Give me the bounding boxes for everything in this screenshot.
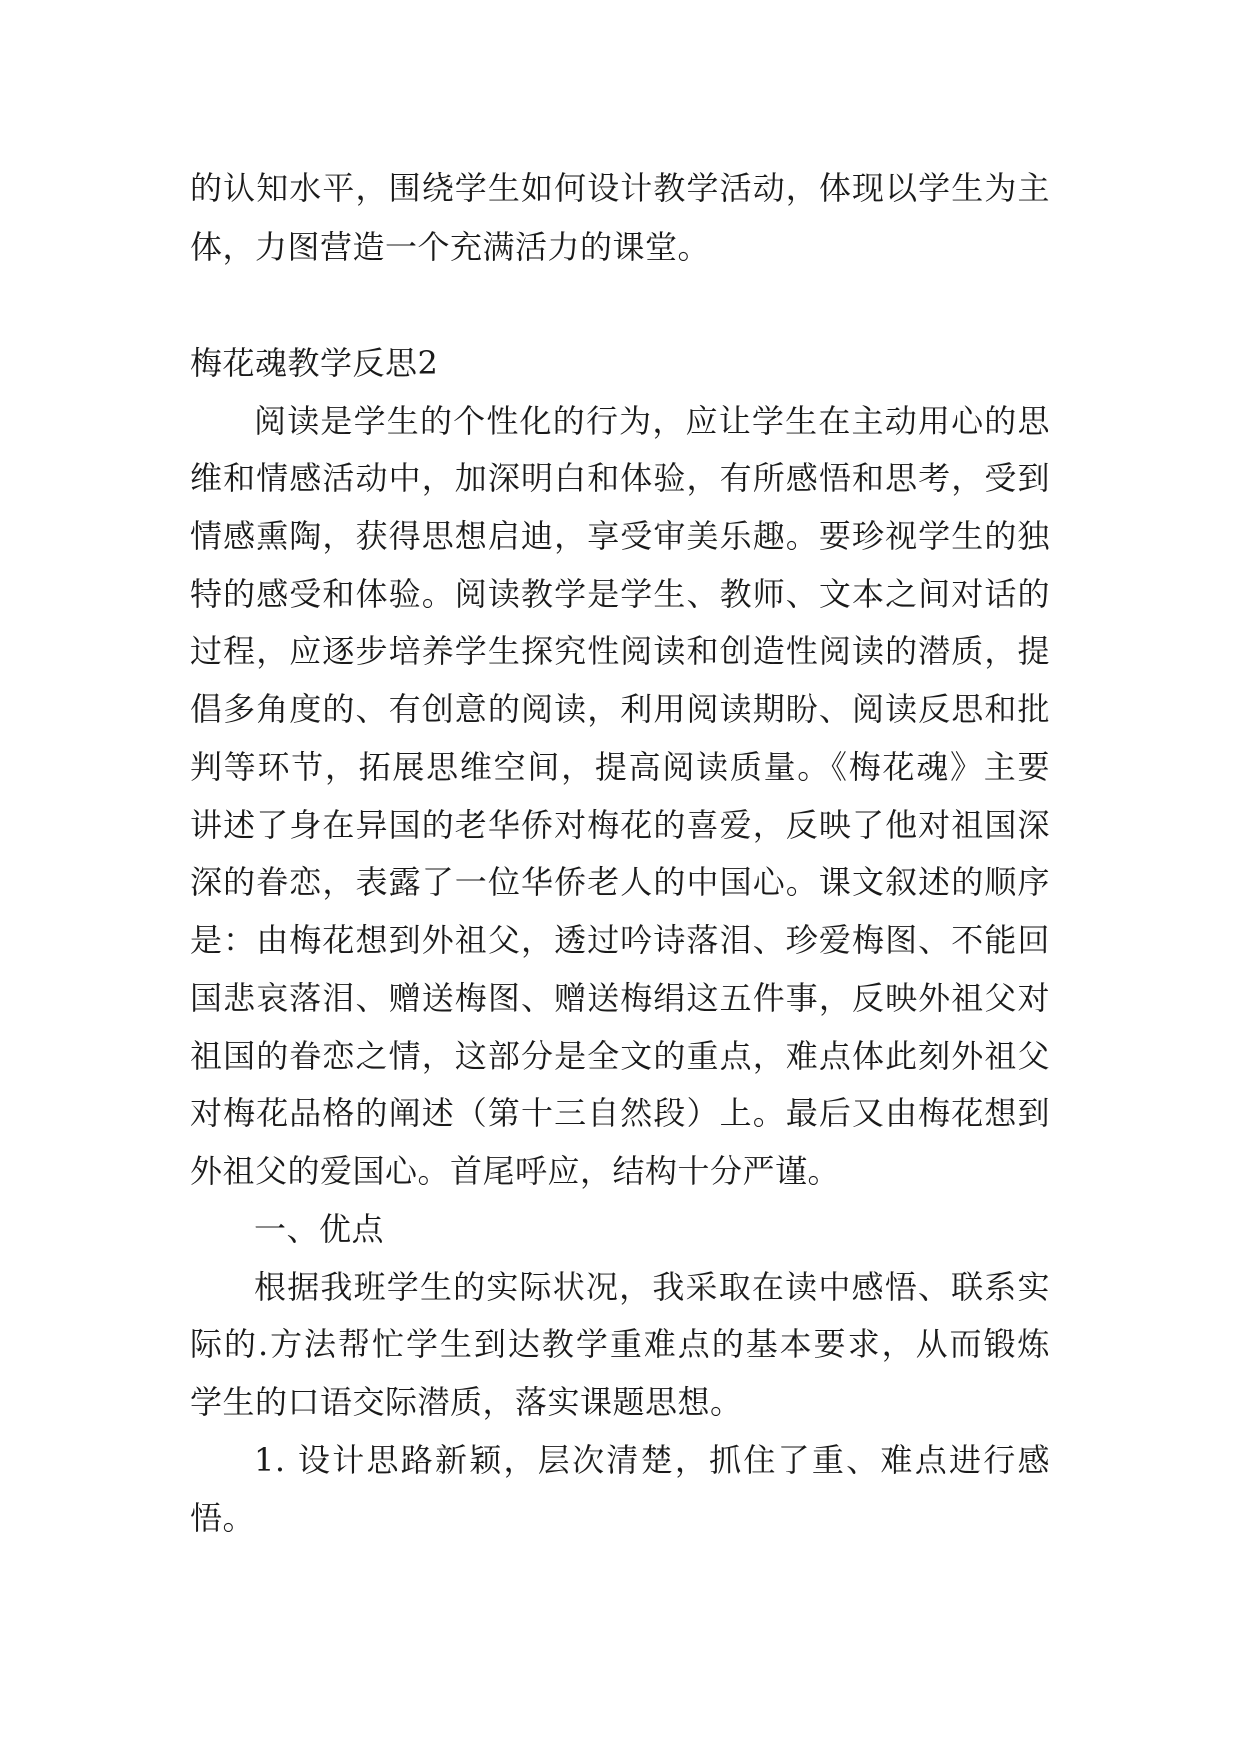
body-text-line: 情感熏陶，获得思想启迪，享受审美乐趣。要珍视学生的独 [190, 517, 1050, 555]
body-text-line: 特的感受和体验。阅读教学是学生、教师、文本之间对话的 [190, 575, 1050, 613]
body-text-line: 对梅花品格的阐述（第十三自然段）上。最后又由梅花想到 [190, 1094, 1050, 1132]
list-item-text: 悟。 [190, 1499, 256, 1537]
body-text-line: 体，力图营造一个充满活力的课堂。 [190, 228, 711, 266]
body-text-line: 判等环节，拓展思维空间，提高阅读质量。《梅花魂》主要 [190, 748, 1050, 786]
body-text-line: 深的眷恋，表露了一位华侨老人的中国心。课文叙述的顺序 [190, 863, 1050, 901]
body-text-line: 是：由梅花想到外祖父，透过吟诗落泪、珍爱梅图、不能回 [190, 921, 1050, 959]
body-text-line: 倡多角度的、有创意的阅读，利用阅读期盼、阅读反思和批 [190, 690, 1050, 728]
section-title: 梅花魂教学反思2 [190, 344, 439, 382]
body-text-line: 根据我班学生的实际状况，我采取在读中感悟、联系实 [254, 1268, 1050, 1306]
list-item-text: 1. 设计思路新颖，层次清楚，抓住了重、难点进行感 [254, 1441, 1050, 1479]
body-text-line: 过程，应逐步培养学生探究性阅读和创造性阅读的潜质，提 [190, 632, 1050, 670]
body-text-line: 维和情感活动中，加深明白和体验，有所感悟和思考，受到 [190, 459, 1050, 497]
body-text-line: 的认知水平，围绕学生如何设计教学活动，体现以学生为主 [190, 169, 1050, 207]
body-text-line: 际的.方法帮忙学生到达教学重难点的基本要求，从而锻炼 [190, 1325, 1050, 1363]
body-text-line: 国悲哀落泪、赠送梅图、赠送梅绢这五件事，反映外祖父对 [190, 979, 1050, 1017]
body-text-line: 讲述了身在异国的老华侨对梅花的喜爱，反映了他对祖国深 [190, 806, 1050, 844]
body-text-line: 阅读是学生的个性化的行为，应让学生在主动用心的思 [254, 402, 1050, 440]
body-text-line: 祖国的眷恋之情，这部分是全文的重点，难点体此刻外祖父 [190, 1037, 1050, 1075]
subsection-heading: 一、优点 [254, 1210, 385, 1248]
body-text-line: 外祖父的爱国心。首尾呼应，结构十分严谨。 [190, 1152, 841, 1190]
body-text-line: 学生的口语交际潜质，落实课题思想。 [190, 1383, 743, 1421]
